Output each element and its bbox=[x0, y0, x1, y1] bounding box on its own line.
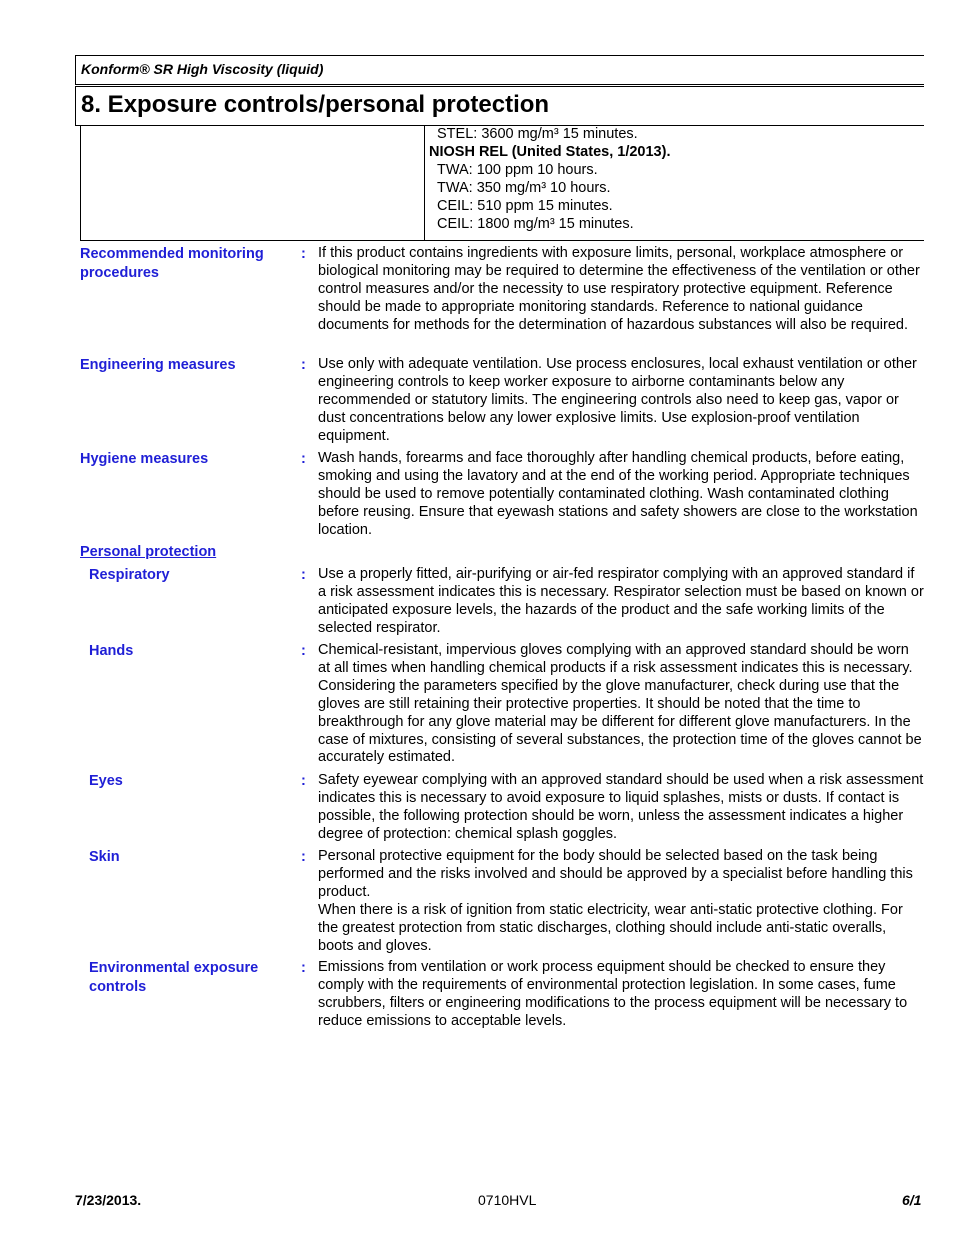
limit-line: TWA: 100 ppm 10 hours. bbox=[437, 162, 598, 178]
hands-colon: : bbox=[301, 643, 306, 659]
hygiene-colon: : bbox=[301, 451, 306, 467]
table-divider bbox=[424, 125, 425, 240]
document-header bbox=[75, 55, 924, 85]
section-header bbox=[75, 86, 924, 126]
exposure-limits-cell bbox=[429, 125, 670, 233]
footer-date: 7/23/2013. bbox=[75, 1192, 142, 1208]
engineering-text: Use only with adequate ventilation. Use process enclosures, local exhaust ventilation or other engineering controls to keep worker exposure to airborne contaminants below any recommended or statutory limits. The engineering controls also need to keep gas, vapor or dust concentrations below any lower explosive limits. Use explosion-proof ventilation equipment. bbox=[318, 356, 917, 444]
skin-label: Skin bbox=[89, 849, 120, 865]
hands-text: Chemical-resistant, impervious gloves complying with an approved standard should be worn at all times when handling chemical products if a risk assessment indicates this is necessary. Considering the parameters specified by the glove manufacturer, check during use that the gloves are still retaining their protective properties. It should be noted that the time to breakthrough for any glove material may be different for different glove manufacturers. In the case of mixtures, consisting of several substances, the protection time of the gloves cannot be accurately estimated. bbox=[318, 642, 922, 766]
hygiene-text: Wash hands, forearms and face thoroughly after handling chemical products, before eating, smoking and using the lavatory and at the end of the working period. Appropriate techniques should be used to remove potentially contaminated clothing. Wash contaminated clothing before reusing. Ensure that eyewash stations and safety showers are close to the workstation location. bbox=[318, 450, 918, 538]
limit-line: TWA: 350 mg/m³ 10 hours. bbox=[437, 180, 611, 196]
respiratory-text: Use a properly fitted, air-purifying or air-fed respirator complying with an approved standard if a risk assessment indicates this is necessary. Respirator selection must be based on known or anticipated exposure levels, the hazards of the product and the safe working limits of the selected respirator. bbox=[318, 566, 924, 636]
respiratory-colon: : bbox=[301, 567, 306, 583]
monitoring-colon: : bbox=[301, 246, 306, 262]
monitoring-text: If this product contains ingredients with exposure limits, personal, workplace atmosphere or biological monitoring may be required to determine the effectiveness of the ventilation or other control measures and/or the necessity to use respiratory protective equipment. Reference should be made to appropriate monitoring standards. Reference to national guidance documents for methods for the determination of hazardous substances will also be required. bbox=[318, 245, 920, 333]
skin-text-paragraph: When there is a risk of ignition from static electricity, wear anti-static protective clothing. For the greatest protection from static discharges, clothing should include anti-static overalls, boots and gloves. bbox=[318, 901, 903, 954]
limit-source: NIOSH REL (United States, 1/2013). bbox=[429, 144, 671, 160]
engineering-label: Engineering measures bbox=[80, 357, 236, 373]
limit-line: CEIL: 1800 mg/m³ 15 minutes. bbox=[437, 216, 634, 232]
product-name: Konform® SR High Viscosity (liquid) bbox=[81, 61, 324, 77]
hands-label: Hands bbox=[89, 643, 134, 659]
skin-colon: : bbox=[301, 849, 306, 865]
hygiene-label: Hygiene measures bbox=[80, 451, 209, 467]
eyes-colon: : bbox=[301, 773, 306, 789]
limit-line: STEL: 3600 mg/m³ 15 minutes. bbox=[437, 126, 638, 142]
environmental-label: Environmental exposure controls bbox=[89, 960, 259, 995]
personal-protection-heading[interactable]: Personal protection bbox=[80, 544, 217, 560]
footer-page-number: 6/1 bbox=[902, 1192, 922, 1208]
respiratory-label: Respiratory bbox=[89, 567, 170, 583]
section-title: 8. Exposure controls/personal protection bbox=[81, 91, 550, 118]
footer-code: 0710HVL bbox=[478, 1192, 537, 1208]
environmental-text: Emissions from ventilation or work process equipment should be checked to ensure they comply with the requirements of environmental protection legislation. In some cases, fume scrubbers, filters or engineering modifications to the process equipment will be necessary to reduce emissions to acceptable levels. bbox=[318, 959, 908, 1029]
engineering-colon: : bbox=[301, 357, 306, 373]
eyes-text: Safety eyewear complying with an approved standard should be used when a risk assessment indicates this is necessary to avoid exposure to liquid splashes, mists or dusts. If contact is possible, the following protection should be worn, unless the assessment indicates a higher degree of protection: chemical splash goggles. bbox=[318, 772, 924, 842]
skin-text bbox=[318, 848, 924, 955]
exposure-limits-table bbox=[80, 125, 924, 241]
monitoring-label: Recommended monitoring procedures bbox=[80, 246, 264, 281]
limit-line: CEIL: 510 ppm 15 minutes. bbox=[437, 198, 613, 214]
eyes-label: Eyes bbox=[89, 773, 123, 789]
skin-text-paragraph: Personal protective equipment for the body should be selected based on the task being performed and the risks involved and should be approved by a specialist before handling this product. bbox=[318, 848, 913, 900]
environmental-colon: : bbox=[301, 960, 306, 976]
